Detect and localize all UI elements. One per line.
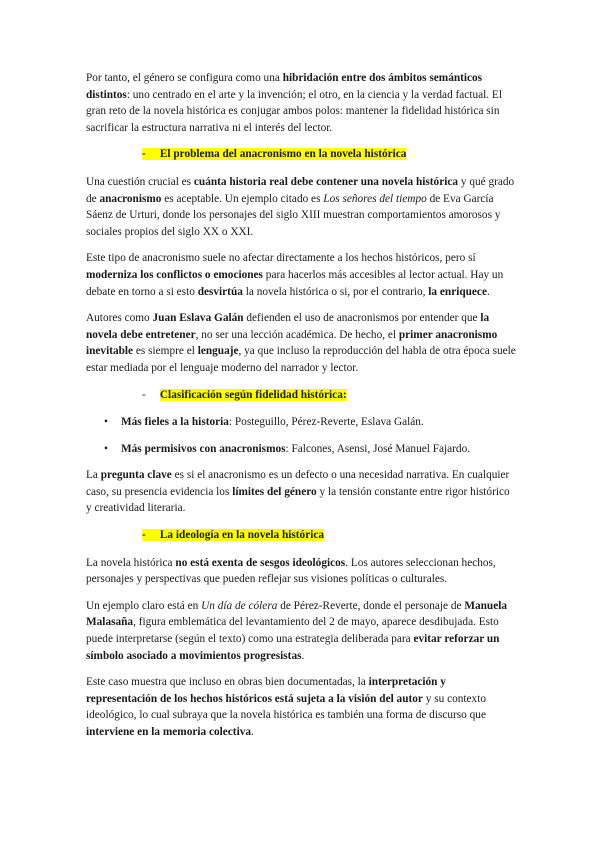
- paragraph-anachronism-type: Este tipo de anacronismo suele no afectar directamente a los hechos históricos, pero sí moderniza los conflictos o emociones para hacerlos más accesibles al lector actual. Hay un debate en torno a si esto desvirtúa la novela histórica o si, por el contrario, la enriquece.: [86, 252, 504, 298]
- heading-text: Clasificación según fidelidad histórica:: [159, 388, 347, 401]
- paragraph-hybridization: Por tanto, el género se configura como una hibridación entre dos ámbitos semánticos distintos: uno centrado en el arte y la invención; el otro, en la ciencia y la verdad factual. El gran reto de la novela histórica es conjugar ambos polos: mantener la fidelidad histórica sin sacrificar la estructura narrativa ni el interés del lector.: [86, 72, 502, 134]
- heading-text: La ideología en la novela histórica: [159, 529, 325, 542]
- paragraph-example-malasana: Un ejemplo claro está en Un día de cólera de Pérez-Reverte, donde el personaje de Manuela Malasaña, figura emblemática del levantamiento del 2 de mayo, aparece desdibujada. Esto puede interpretarse (según el texto) como una estrategia deliberada para evitar reforzar un símbolo asociado a movimientos progresistas.: [86, 599, 508, 662]
- document-body: [86, 70, 516, 751]
- heading-dash: -: [142, 388, 146, 401]
- bullet-icon: •: [104, 442, 108, 455]
- bullet-icon: •: [104, 416, 108, 429]
- classification-list: [86, 414, 516, 457]
- paragraph-ideological-bias: La novela histórica no está exenta de sesgos ideológicos. Los autores seleccionan hechos, personajes y perspectivas que pueden reflejar sus visiones políticas o culturales.: [86, 556, 496, 586]
- paragraph-key-question: La pregunta clave es si el anacronismo es un defecto o una necesidad narrativa. En cualquier caso, su presencia evidencia los límites del género y la tensión constante entre rigor histórico y creatividad literaria.: [86, 469, 510, 515]
- section-heading-classification: [86, 387, 516, 404]
- paragraph-conclusion: Este caso muestra que incluso en obras bien documentadas, la interpretación y representación de los hechos históricos está sujeta a la visión del autor y su contexto ideológico, lo cual subraya que la novela histórica es también una forma de discurso que interviene en la memoria colectiva.: [86, 676, 486, 738]
- heading-text: El problema del anacronismo en la novela histórica: [159, 148, 407, 161]
- list-item: • Más fieles a la historia: Posteguillo, Pérez-Reverte, Eslava Galán.: [86, 414, 516, 431]
- section-heading-anachronism: [86, 146, 516, 163]
- paragraph-crucial-question: Una cuestión crucial es cuánta historia real debe contener una novela histórica y qué grado de anacronismo es aceptable. Un ejemplo citado es Los señores del tiempo de Eva García Sáenz de Urturi, donde los personajes del siglo XIII muestran comportamientos amorosos y sociales propios del siglo XX o XXI.: [86, 175, 515, 238]
- list-item: • Más permisivos con anacronismos: Falcones, Asensi, José Manuel Fajardo.: [86, 441, 516, 458]
- section-heading-ideology: [86, 527, 516, 544]
- heading-dash: -: [142, 529, 146, 542]
- heading-dash: -: [142, 148, 146, 161]
- paragraph-authors: Autores como Juan Eslava Galán defienden el uso de anacronismos por entender que la novela debe entretener, no ser una lección académica. De hecho, el primer anacronismo inevitable es siempre el lenguaje, ya que incluso la reproducción del habla de otra época suele estar mediada por el lenguaje moderno del narrador y lector.: [86, 312, 516, 374]
